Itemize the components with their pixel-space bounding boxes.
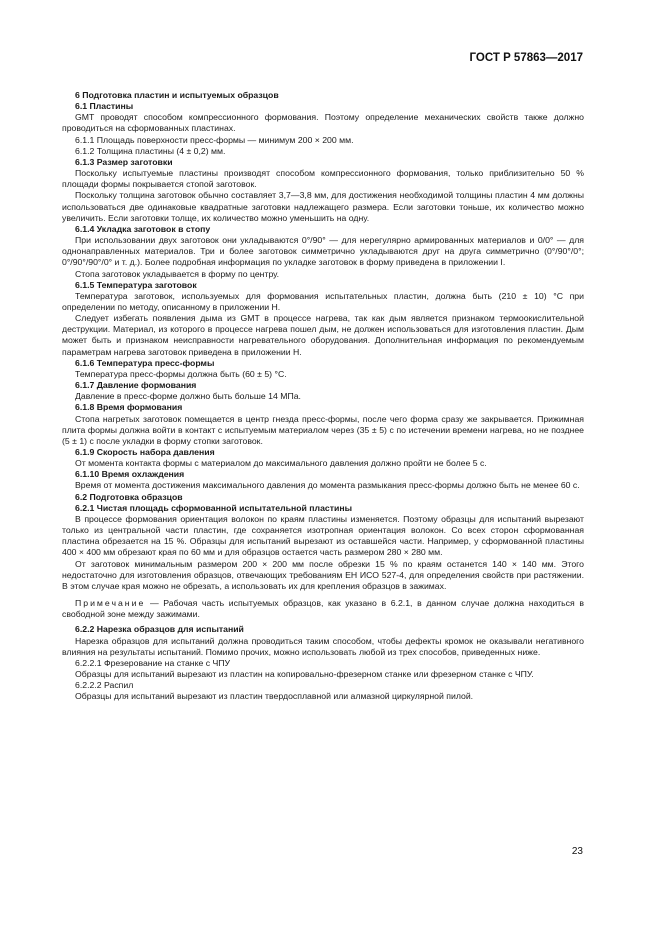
paragraph: 6.2.2.1 Фрезерование на станке с ЧПУ — [75, 657, 231, 668]
paragraph: Температура заготовок, используемых для формования испытательных пластин, должна быть (210 ± 10) °С при определении по методу, описанному в приложении Н. — [62, 290, 584, 312]
paragraph: 6.1.2 Толщина пластины (4 ± 0,2) мм. — [75, 145, 226, 156]
subsection-heading: 6.1.3 Размер заготовки — [75, 156, 173, 167]
note — [62, 598, 584, 620]
paragraph: Нарезка образцов для испытаний должна проводиться таким способом, чтобы дефекты кромок не оказывали негативного влияния на результаты испытаний. Помимо прочих, можно использовать любой из трех способов, приведенных ниже. — [62, 635, 584, 657]
section-heading: 6 Подготовка пластин и испытуемых образцов — [75, 90, 279, 100]
paragraph: Стопа заготовок укладывается в форму по центру. — [75, 268, 280, 279]
subsection-heading: 6.1.6 Температура пресс-формы — [75, 357, 215, 368]
subsection-heading: 6.1.9 Скорость набора давления — [75, 447, 215, 457]
paragraph: 6.1.1 Площадь поверхности пресс-формы — минимум 200 × 200 мм. — [75, 134, 354, 145]
document-body — [62, 90, 584, 702]
paragraph: 6.2.2.2 Распил — [75, 680, 134, 691]
paragraph: Давление в пресс-форме должно быть больше 14 МПа. — [75, 391, 301, 402]
page-number: 23 — [571, 846, 583, 857]
subsection-heading: 6.1.8 Время формования — [75, 402, 183, 413]
document-code: ГОСТ Р 57863—2017 — [469, 52, 583, 64]
paragraph: От момента контакта формы с материалом до максимального давления должно пройти не более 5 с. — [75, 458, 487, 469]
subsection-heading: 6.1.10 Время охлаждения — [75, 469, 185, 480]
subsection-heading: 6.1.5 Температура заготовок — [75, 279, 197, 290]
paragraph: В процессе формования ориентация волокон по краям пластины изменяется. Поэтому образцы для испытаний вырезают только из центральной части пластин, где сохраняется изотропная ориентация волокон. Со всех сторон сформованная пластина обрезается на 15 %. Образцы для испытаний вырезают из оставшейся части. Например, у сформованной пластины 400 × 400 мм обрезают края по 60 мм и для образцов остается часть размером 280 × 280 мм. — [62, 513, 584, 558]
paragraph: Образцы для испытаний вырезают из пластин на копировально-фрезерном станке или фрезерном станке с ЧПУ. — [75, 668, 534, 679]
paragraph: Время от момента достижения максимального давления до момента размыкания пресс-формы должно быть не менее 60 с. — [75, 480, 580, 491]
paragraph: GMT проводят способом компрессионного формования. Поэтому определение механических свойств также должно проводиться на сформованных пластинах. — [62, 112, 584, 134]
note-label: Примечание — [75, 598, 146, 609]
subsection-heading: 6.1.7 Давление формования — [75, 380, 197, 391]
subsection-heading: 6.2.2 Нарезка образцов для испытаний — [75, 624, 244, 635]
note-text: — Рабочая часть испытуемых образцов, как указано в 6.2.1, в данном случае должна находиться в свободной зоне между зажимами. — [62, 598, 584, 620]
subsection-heading: 6.1.4 Укладка заготовок в стопу — [75, 223, 211, 234]
paragraph: Температура пресс-формы должна быть (60 ± 5) °С. — [75, 368, 287, 379]
paragraph: Поскольку толщина заготовок обычно составляет 3,7—3,8 мм, для достижения необходимой толщины пластин 4 мм должны использоваться две одинаковые квадратные заготовки надлежащего размера. Если заготовки тоньше, их количество можно увеличить. Если заготовки толще, их количество можно уменьшить на одну. — [62, 190, 584, 223]
subsection-heading: 6.2 Подготовка образцов — [75, 491, 183, 502]
subsection-heading: 6.1 Пластины — [75, 101, 134, 112]
subsection-heading: 6.2.1 Чистая площадь сформованной испытательной пластины — [75, 502, 352, 513]
paragraph: При использовании двух заготовок они укладываются 0°/90° — для нерегулярно армированных материалов и 0/0° — для однонаправленных материалов. Три и более заготовок симметрично укладываются друг на друга симметрично (0°/90°/0°; 0°/90°/90°/0° и т. д.). Более подробная информация по укладке заготовок в форму приведена в приложении I. — [62, 235, 584, 268]
paragraph: Поскольку испытуемые пластины производят способом компрессионного формования, только приблизительно 50 % площади формы покрывается стопой заготовок. — [62, 168, 584, 190]
paragraph: Стопа нагретых заготовок помещается в центр гнезда пресс-формы, после чего форма сразу же закрывается. Прижимная плита формы должна войти в контакт с испытуемым материалом через (35 ± 5) с по истечении времени нагрева, но не позднее (5 ± 1) с после укладки в форму стопки заготовок. — [62, 413, 584, 446]
paragraph: Образцы для испытаний вырезают из пластин твердосплавной или алмазной циркулярной пилой. — [75, 691, 474, 702]
paragraph: От заготовок минимальным размером 200 × 200 мм после обрезки 15 % по краям останется 140 × 140 мм. Этого недостаточно для изготовления образцов, отвечающих требованиям ЕН ИСО 527-4, для определения свойств при растяжении. В этом случае края можно не обрезать, а использовать их для крепления образцов в зажимах. — [62, 558, 584, 591]
paragraph: Следует избегать появления дыма из GMT в процессе нагрева, так как дым является признаком термоокислительной деструкции. Материал, из которого в процессе нагрева пошел дым, не должен использоваться для изготовления пластин. Дым может быть и признаком неисправности нагревательного оборудования. Дополнительная информация по рекомендуемым параметрам нагрева заготовок приведена в приложении Н. — [62, 313, 584, 357]
